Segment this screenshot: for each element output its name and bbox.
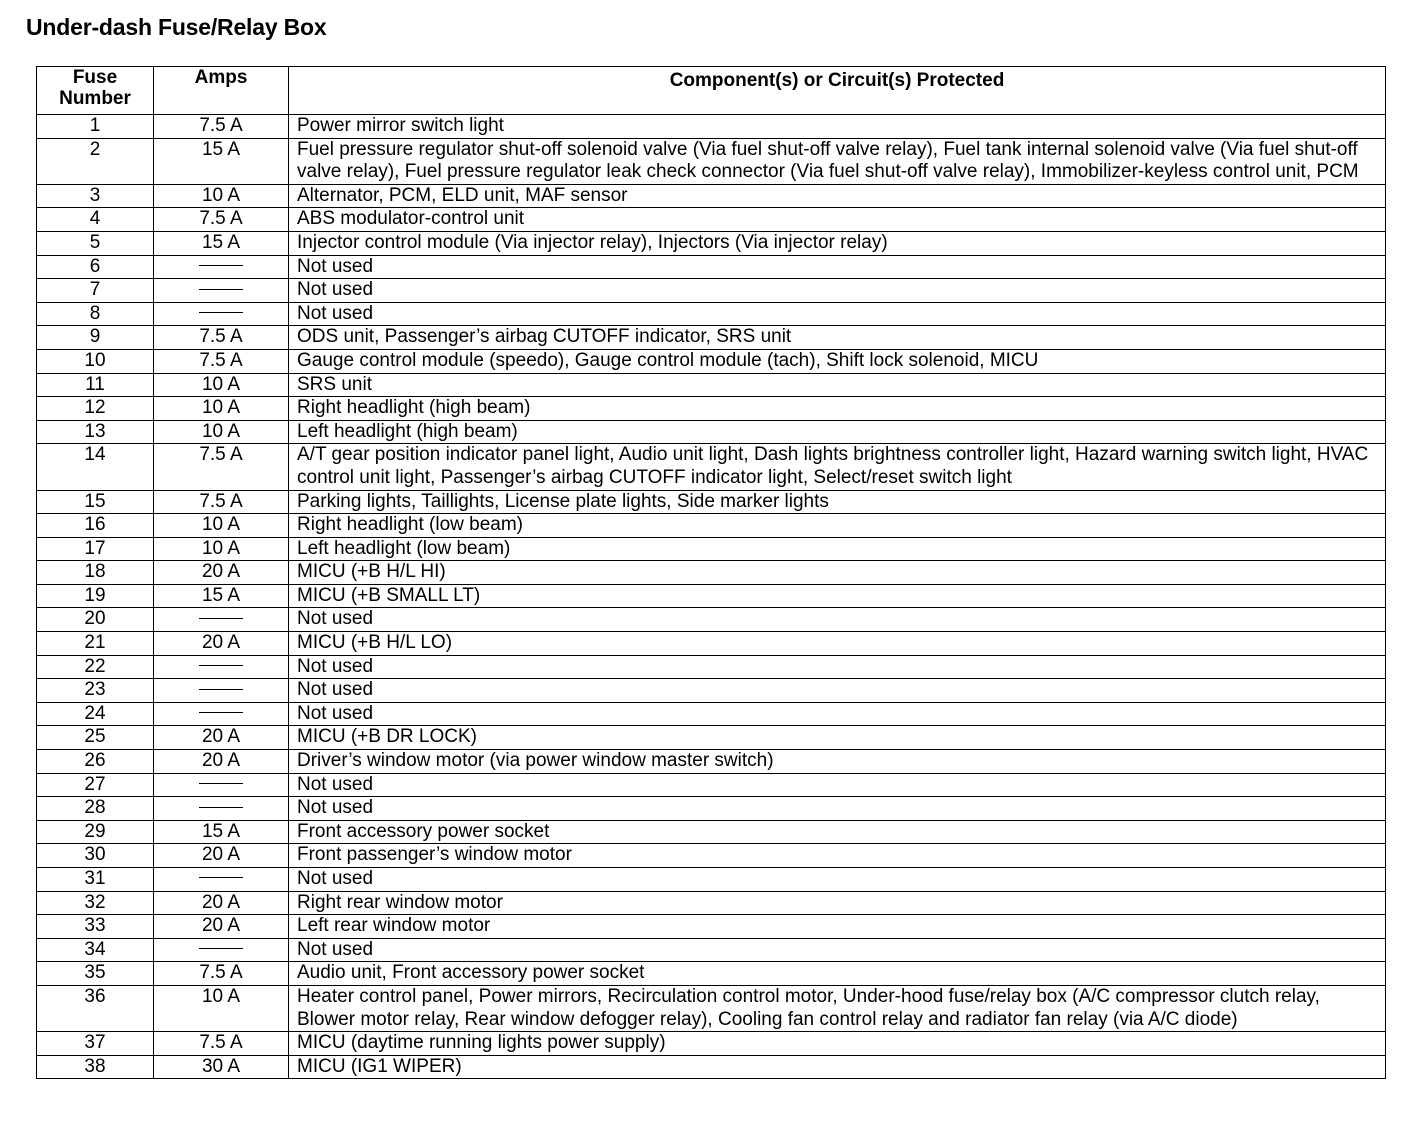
page-title: Under-dash Fuse/Relay Box	[26, 14, 327, 40]
component-cell: ABS modulator-control unit	[289, 208, 1386, 232]
fuse-number-cell: 25	[37, 726, 154, 750]
fuse-number-cell: 32	[37, 891, 154, 915]
table-header-row	[37, 67, 1386, 115]
component-cell: Not used	[289, 773, 1386, 797]
fuse-number-cell: 30	[37, 844, 154, 868]
fuse-number-cell: 21	[37, 632, 154, 656]
amps-cell	[154, 773, 289, 797]
table-row	[37, 844, 1386, 868]
fuse-number-cell: 1	[37, 115, 154, 139]
table-row	[37, 655, 1386, 679]
fuse-number-cell: 31	[37, 868, 154, 892]
component-cell: Power mirror switch light	[289, 115, 1386, 139]
fuse-number-cell: 7	[37, 279, 154, 303]
fuse-number-cell: 8	[37, 302, 154, 326]
component-cell: Not used	[289, 255, 1386, 279]
not-used-dash	[199, 265, 243, 266]
fuse-number-cell: 27	[37, 773, 154, 797]
component-cell: Not used	[289, 868, 1386, 892]
amps-cell: 7.5 A	[154, 444, 289, 490]
amps-cell: 10 A	[154, 985, 289, 1031]
table-row	[37, 444, 1386, 490]
fuse-number-cell: 16	[37, 514, 154, 538]
fuse-number-cell: 4	[37, 208, 154, 232]
amps-cell: 20 A	[154, 632, 289, 656]
fuse-number-cell: 14	[37, 444, 154, 490]
amps-cell: 7.5 A	[154, 349, 289, 373]
component-cell: Not used	[289, 302, 1386, 326]
table-row	[37, 584, 1386, 608]
component-cell: MICU (IG1 WIPER)	[289, 1055, 1386, 1079]
component-cell: Not used	[289, 655, 1386, 679]
amps-cell	[154, 702, 289, 726]
amps-cell: 7.5 A	[154, 208, 289, 232]
amps-cell	[154, 279, 289, 303]
amps-cell: 20 A	[154, 915, 289, 939]
not-used-dash	[199, 289, 243, 290]
not-used-dash	[199, 783, 243, 784]
component-cell: Not used	[289, 279, 1386, 303]
fuse-number-cell: 6	[37, 255, 154, 279]
table-row	[37, 326, 1386, 350]
fuse-number-cell: 17	[37, 537, 154, 561]
table-row	[37, 773, 1386, 797]
header-fuse-number: Fuse Number	[37, 67, 154, 115]
table-row	[37, 1032, 1386, 1056]
fuse-number-cell: 2	[37, 138, 154, 184]
amps-cell	[154, 868, 289, 892]
amps-cell: 20 A	[154, 561, 289, 585]
component-cell: Audio unit, Front accessory power socket	[289, 962, 1386, 986]
component-cell: Not used	[289, 938, 1386, 962]
table-row	[37, 373, 1386, 397]
component-cell: ODS unit, Passenger’s airbag CUTOFF indicator, SRS unit	[289, 326, 1386, 350]
fuse-number-cell: 26	[37, 750, 154, 774]
table-row	[37, 702, 1386, 726]
not-used-dash	[199, 807, 243, 808]
amps-cell	[154, 255, 289, 279]
component-cell: Right headlight (high beam)	[289, 397, 1386, 421]
fuse-number-cell: 22	[37, 655, 154, 679]
fuse-number-cell: 5	[37, 231, 154, 255]
component-cell: MICU (+B H/L HI)	[289, 561, 1386, 585]
amps-cell: 7.5 A	[154, 326, 289, 350]
fuse-number-cell: 23	[37, 679, 154, 703]
component-cell: MICU (daytime running lights power supply)	[289, 1032, 1386, 1056]
component-cell: Parking lights, Taillights, License plate lights, Side marker lights	[289, 490, 1386, 514]
table-row	[37, 750, 1386, 774]
component-cell: Not used	[289, 608, 1386, 632]
amps-cell: 15 A	[154, 231, 289, 255]
table-row	[37, 632, 1386, 656]
component-cell: Left headlight (high beam)	[289, 420, 1386, 444]
table-row	[37, 679, 1386, 703]
table-row	[37, 726, 1386, 750]
table-row	[37, 868, 1386, 892]
component-cell: Front accessory power socket	[289, 820, 1386, 844]
header-components: Component(s) or Circuit(s) Protected	[289, 67, 1386, 115]
table-row	[37, 537, 1386, 561]
table-row	[37, 608, 1386, 632]
not-used-dash	[199, 877, 243, 878]
table-row	[37, 938, 1386, 962]
fuse-number-cell: 38	[37, 1055, 154, 1079]
table-row	[37, 561, 1386, 585]
fuse-table	[36, 66, 1386, 1079]
amps-cell: 15 A	[154, 584, 289, 608]
amps-cell: 20 A	[154, 750, 289, 774]
component-cell: MICU (+B SMALL LT)	[289, 584, 1386, 608]
component-cell: SRS unit	[289, 373, 1386, 397]
component-cell: Driver’s window motor (via power window master switch)	[289, 750, 1386, 774]
fuse-number-cell: 3	[37, 184, 154, 208]
table-row	[37, 138, 1386, 184]
component-cell: Front passenger’s window motor	[289, 844, 1386, 868]
amps-cell	[154, 608, 289, 632]
amps-cell: 10 A	[154, 397, 289, 421]
component-cell: Right headlight (low beam)	[289, 514, 1386, 538]
component-cell: Left rear window motor	[289, 915, 1386, 939]
table-row	[37, 1055, 1386, 1079]
fuse-number-cell: 36	[37, 985, 154, 1031]
component-cell: MICU (+B H/L LO)	[289, 632, 1386, 656]
table-row	[37, 184, 1386, 208]
not-used-dash	[199, 689, 243, 690]
fuse-table-body	[37, 115, 1386, 1079]
table-row	[37, 349, 1386, 373]
table-row	[37, 420, 1386, 444]
table-row	[37, 820, 1386, 844]
component-cell: Not used	[289, 679, 1386, 703]
fuse-number-cell: 20	[37, 608, 154, 632]
fuse-number-cell: 37	[37, 1032, 154, 1056]
table-row	[37, 985, 1386, 1031]
fuse-number-cell: 13	[37, 420, 154, 444]
fuse-number-cell: 19	[37, 584, 154, 608]
amps-cell: 10 A	[154, 537, 289, 561]
not-used-dash	[199, 948, 243, 949]
fuse-number-cell: 24	[37, 702, 154, 726]
amps-cell: 20 A	[154, 891, 289, 915]
table-row	[37, 279, 1386, 303]
component-cell: Not used	[289, 797, 1386, 821]
fuse-number-cell: 12	[37, 397, 154, 421]
amps-cell	[154, 302, 289, 326]
component-cell: Injector control module (Via injector relay), Injectors (Via injector relay)	[289, 231, 1386, 255]
fuse-number-cell: 28	[37, 797, 154, 821]
amps-cell: 10 A	[154, 514, 289, 538]
table-row	[37, 915, 1386, 939]
fuse-number-cell: 33	[37, 915, 154, 939]
table-row	[37, 514, 1386, 538]
fuse-number-cell: 34	[37, 938, 154, 962]
fuse-number-cell: 15	[37, 490, 154, 514]
header-amps: Amps	[154, 67, 289, 115]
table-row	[37, 231, 1386, 255]
amps-cell: 7.5 A	[154, 490, 289, 514]
fuse-number-cell: 18	[37, 561, 154, 585]
not-used-dash	[199, 665, 243, 666]
amps-cell: 15 A	[154, 138, 289, 184]
amps-cell	[154, 938, 289, 962]
component-cell: Not used	[289, 702, 1386, 726]
fuse-number-cell: 29	[37, 820, 154, 844]
amps-cell: 10 A	[154, 373, 289, 397]
amps-cell: 10 A	[154, 184, 289, 208]
not-used-dash	[199, 712, 243, 713]
amps-cell: 7.5 A	[154, 115, 289, 139]
table-row	[37, 302, 1386, 326]
component-cell: A/T gear position indicator panel light, Audio unit light, Dash lights brightness controller light, Hazard warning switch light, HVAC control unit light, Passenger’s airbag CUTOFF indicator light, Select/reset switch light	[289, 444, 1386, 490]
fuse-number-cell: 11	[37, 373, 154, 397]
fuse-number-cell: 35	[37, 962, 154, 986]
component-cell: Alternator, PCM, ELD unit, MAF sensor	[289, 184, 1386, 208]
amps-cell	[154, 797, 289, 821]
table-row	[37, 208, 1386, 232]
amps-cell	[154, 655, 289, 679]
table-row	[37, 115, 1386, 139]
table-row	[37, 797, 1386, 821]
fuse-number-cell: 10	[37, 349, 154, 373]
amps-cell	[154, 679, 289, 703]
amps-cell: 20 A	[154, 726, 289, 750]
amps-cell: 7.5 A	[154, 962, 289, 986]
component-cell: MICU (+B DR LOCK)	[289, 726, 1386, 750]
amps-cell: 30 A	[154, 1055, 289, 1079]
component-cell: Right rear window motor	[289, 891, 1386, 915]
fuse-number-cell: 9	[37, 326, 154, 350]
not-used-dash	[199, 618, 243, 619]
not-used-dash	[199, 312, 243, 313]
table-row	[37, 962, 1386, 986]
component-cell: Fuel pressure regulator shut-off solenoid valve (Via fuel shut-off valve relay), Fuel tank internal solenoid valve (Via fuel shut-off valve relay), Fuel pressure regulator leak check connector (Via fuel shut-off valve relay), Immobilizer-keyless control unit, PCM	[289, 138, 1386, 184]
table-row	[37, 891, 1386, 915]
component-cell: Heater control panel, Power mirrors, Recirculation control motor, Under-hood fuse/relay box (A/C compressor clutch relay, Blower motor relay, Rear window defogger relay), Cooling fan control relay and radiator fan relay (via A/C diode)	[289, 985, 1386, 1031]
amps-cell: 7.5 A	[154, 1032, 289, 1056]
table-row	[37, 255, 1386, 279]
component-cell: Left headlight (low beam)	[289, 537, 1386, 561]
table-row	[37, 490, 1386, 514]
component-cell: Gauge control module (speedo), Gauge control module (tach), Shift lock solenoid, MICU	[289, 349, 1386, 373]
table-row	[37, 397, 1386, 421]
amps-cell: 15 A	[154, 820, 289, 844]
amps-cell: 20 A	[154, 844, 289, 868]
amps-cell: 10 A	[154, 420, 289, 444]
